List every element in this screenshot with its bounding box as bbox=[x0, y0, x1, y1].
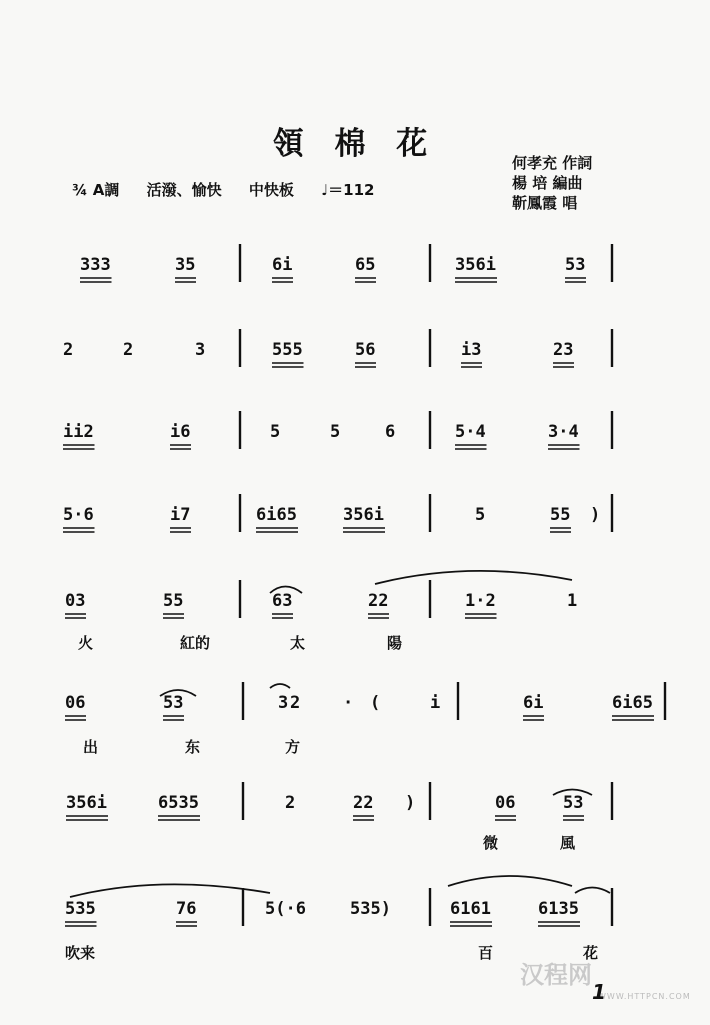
note-group: 22 bbox=[368, 591, 389, 611]
note-group: · bbox=[343, 693, 354, 713]
note-group: 53 bbox=[163, 693, 184, 713]
metronome-marking: ♩＝112 bbox=[321, 181, 375, 199]
slur bbox=[270, 684, 290, 688]
credit-lyricist: 何孝充 作詞 bbox=[512, 154, 593, 172]
note-group: 03 bbox=[65, 591, 86, 611]
note-group: 5·6 bbox=[63, 505, 94, 525]
note-group: 356i bbox=[343, 505, 384, 525]
note-group: 06 bbox=[495, 793, 516, 813]
lyric-syllable: 紅的 bbox=[180, 634, 211, 652]
note-group: 53 bbox=[565, 255, 586, 275]
note-group: 22 bbox=[353, 793, 374, 813]
note-group: 6 bbox=[385, 422, 396, 442]
lyric-syllable: 火 bbox=[78, 634, 94, 652]
note-group: 6i65 bbox=[256, 505, 297, 525]
note-group: ) bbox=[405, 793, 416, 813]
note-group: 535) bbox=[350, 899, 391, 919]
note-group: 6i bbox=[523, 693, 544, 713]
note-group: 333 bbox=[80, 255, 111, 275]
note-group: 06 bbox=[65, 693, 86, 713]
note-group: 535 bbox=[65, 899, 96, 919]
note-group: 76 bbox=[176, 899, 197, 919]
mood-marking: 活潑、愉快 bbox=[146, 181, 222, 199]
song-title: 領 棉 花 bbox=[272, 126, 438, 162]
note-group: i bbox=[430, 693, 441, 713]
note-group: 6i bbox=[272, 255, 293, 275]
note-group: 5·4 bbox=[455, 422, 486, 442]
note-group: 65 bbox=[355, 255, 376, 275]
lyric-syllable: 太 bbox=[290, 634, 306, 652]
note-group: 1·2 bbox=[465, 591, 496, 611]
note-group: 2 bbox=[290, 693, 301, 713]
note-group: 3 bbox=[278, 693, 289, 713]
credit-arranger: 楊 培 編曲 bbox=[512, 174, 583, 192]
note-group: i7 bbox=[170, 505, 191, 525]
slur bbox=[375, 571, 572, 584]
lyric-syllable: 百 bbox=[478, 944, 494, 962]
note-group: 6535 bbox=[158, 793, 199, 813]
note-group: 35 bbox=[175, 255, 196, 275]
lyric-syllable: 陽 bbox=[387, 634, 403, 652]
note-group: ) bbox=[590, 505, 601, 525]
note-group: 5 bbox=[330, 422, 341, 442]
slur bbox=[448, 876, 572, 886]
note-group: 23 bbox=[553, 340, 574, 360]
note-group: 2 bbox=[63, 340, 74, 360]
lyric-syllable: 吹来 bbox=[65, 944, 96, 962]
note-group: 6161 bbox=[450, 899, 491, 919]
lyric-syllable: 方 bbox=[285, 738, 301, 756]
tempo-marking: 中快板 bbox=[248, 181, 294, 199]
slur bbox=[575, 888, 610, 894]
lyric-syllable: 風 bbox=[560, 834, 576, 852]
note-group: 3·4 bbox=[548, 422, 579, 442]
note-group: 6i65 bbox=[612, 693, 653, 713]
note-group: 56 bbox=[355, 340, 376, 360]
note-group: ( bbox=[370, 693, 381, 713]
lyric-syllable: 微 bbox=[483, 834, 499, 852]
watermark-logo: 汉程网 bbox=[520, 961, 592, 989]
note-group: 555 bbox=[272, 340, 303, 360]
note-group: 5 bbox=[270, 422, 281, 442]
note-group: 356i bbox=[455, 255, 496, 275]
note-group: 5 bbox=[475, 505, 486, 525]
note-group: 3 bbox=[195, 340, 206, 360]
note-group: i3 bbox=[461, 340, 482, 360]
note-group: 63 bbox=[272, 591, 293, 611]
lyric-syllable: 出 bbox=[83, 738, 99, 756]
note-group: i6 bbox=[170, 422, 191, 442]
note-group: 5(·6 bbox=[265, 899, 306, 919]
note-group: 6135 bbox=[538, 899, 579, 919]
page-number: 1 bbox=[592, 980, 606, 1004]
watermark-url: WWW.HTTPCN.COM bbox=[598, 992, 691, 1001]
note-group: 1 bbox=[567, 591, 578, 611]
note-group: 2 bbox=[285, 793, 296, 813]
note-group: 55 bbox=[163, 591, 184, 611]
key-signature: ¾ A調 bbox=[72, 181, 120, 199]
credit-singer: 靳鳳霞 唱 bbox=[512, 194, 578, 212]
slur bbox=[70, 884, 270, 897]
note-group: 2 bbox=[123, 340, 134, 360]
note-group: 55 bbox=[550, 505, 571, 525]
lyric-syllable: 东 bbox=[185, 738, 201, 756]
note-group: 53 bbox=[563, 793, 584, 813]
lyric-syllable: 花 bbox=[583, 944, 599, 962]
note-group: 356i bbox=[66, 793, 107, 813]
note-group: ii2 bbox=[63, 422, 94, 442]
